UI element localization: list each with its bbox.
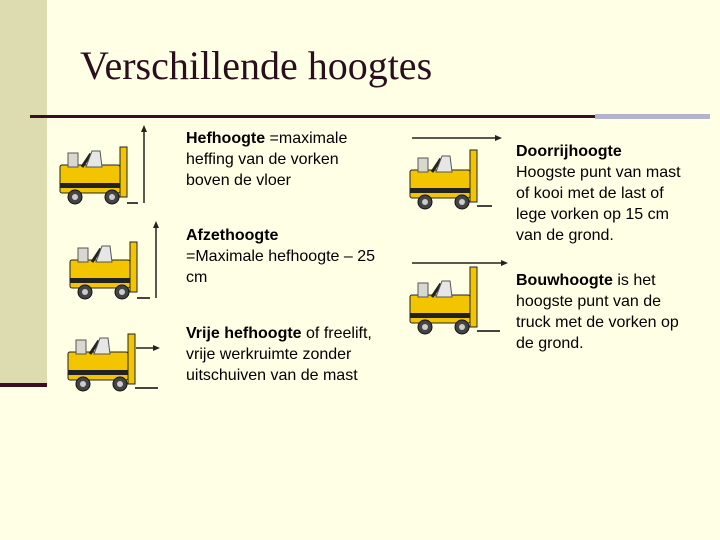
set-height-term: Afzethoogte	[186, 227, 279, 244]
drive-through-height-text	[516, 141, 696, 246]
left-decor-band	[0, 0, 47, 385]
forklift-drive-through-height-icon	[410, 130, 505, 215]
slide-title: Verschillende hoogtes	[80, 43, 433, 88]
set-height-definition: =Maximale hefhoogte – 25 cm	[186, 248, 376, 286]
lift-height-text	[186, 128, 381, 191]
free-lift-term: Vrije hefhoogte	[186, 325, 302, 342]
build-height-text	[516, 270, 696, 354]
drive-through-height-definition: Hoogste punt van mast of kooi met de last of lege vorken op 15 cm van de grond.	[516, 164, 681, 244]
forklift-lift-height-icon	[60, 125, 150, 210]
forklift-free-lift-icon	[68, 312, 163, 397]
forklift-build-height-icon	[410, 255, 510, 340]
left-decor-band-accent	[0, 383, 47, 387]
lift-height-term: Hefhoogte	[186, 130, 266, 147]
free-lift-definition: of freelift, vrije werkruimte zonder uitschuiven van de mast	[186, 325, 372, 384]
set-height-text	[186, 225, 386, 288]
drive-through-height-term: Doorrijhoogte	[516, 143, 622, 160]
build-height-definition: is het hoogste punt van de truck met de vorken op de grond.	[516, 272, 679, 352]
forklift-set-height-icon	[70, 220, 160, 305]
title-rule-accent	[595, 114, 710, 119]
lift-height-definition: =maximale heffing van de vorken boven de vloer	[186, 130, 348, 189]
free-lift-text	[186, 323, 386, 386]
title-rule	[30, 115, 595, 118]
build-height-term: Bouwhoogte	[516, 272, 613, 289]
